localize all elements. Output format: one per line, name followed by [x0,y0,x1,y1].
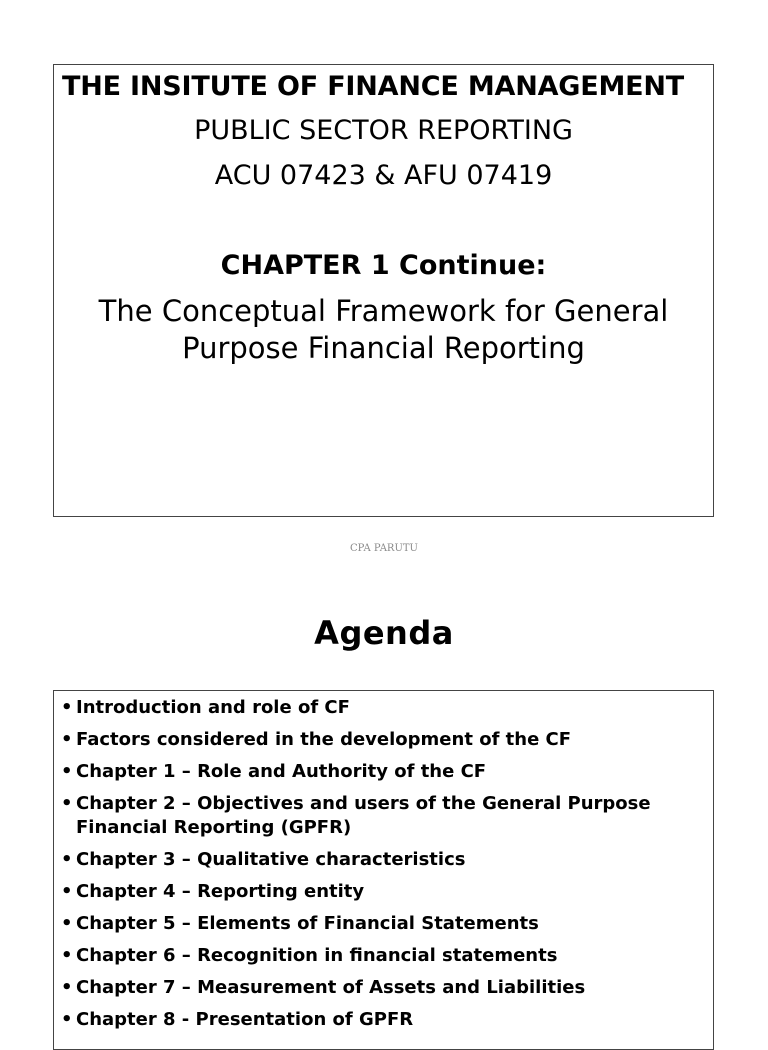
agenda-item [61,944,703,968]
agenda-slide [53,690,714,1050]
agenda-item-text: Chapter 4 – Reporting entity [76,881,365,902]
bullet-icon: • [61,977,73,998]
agenda-item [61,696,703,720]
institute-name: THE INSITUTE OF FINANCE MANAGEMENT [62,71,685,102]
agenda-item-text: Factors considered in the development of the CF [76,729,572,750]
agenda-item [61,728,703,752]
chapter-subtitle-line-1: The Conceptual Framework for General [98,294,669,328]
bullet-icon: • [61,1009,73,1030]
bullet-icon: • [61,849,73,870]
agenda-item [61,912,703,936]
bullet-icon: • [61,697,73,718]
agenda-item-text: Introduction and role of CF [76,697,350,718]
chapter-title: CHAPTER 1 Continue: [220,250,547,281]
agenda-item-text: Chapter 2 – Objectives and users of the General Purpose Financial Reporting (GPFR) [76,793,651,838]
chapter-subtitle-line-2: Purpose Financial Reporting [182,331,585,365]
course-code: ACU 07423 & AFU 07419 [214,160,553,191]
slide-footer-author: CPA PARUTU [350,543,418,554]
bullet-icon: • [61,793,73,814]
bullet-icon: • [61,945,73,966]
agenda-item [61,976,703,1000]
course-name: PUBLIC SECTOR REPORTING [194,115,573,146]
agenda-list [54,691,713,1032]
title-slide [53,64,714,517]
agenda-item [61,848,703,872]
agenda-item-text: Chapter 6 – Recognition in financial statements [76,945,558,966]
agenda-item [61,1008,703,1032]
agenda-item-text: Chapter 1 – Role and Authority of the CF [76,761,487,782]
agenda-item-text: Chapter 3 – Qualitative characteristics [76,849,466,870]
chapter-subtitle [54,293,713,367]
agenda-heading: Agenda [314,614,454,652]
bullet-icon: • [61,913,73,934]
agenda-item [61,760,703,784]
bullet-icon: • [61,729,73,750]
bullet-icon: • [61,761,73,782]
agenda-item [61,792,703,840]
bullet-icon: • [61,881,73,902]
agenda-item [61,880,703,904]
agenda-item-text: Chapter 7 – Measurement of Assets and Liabilities [76,977,586,998]
agenda-item-text: Chapter 8 - Presentation of GPFR [76,1009,414,1030]
agenda-item-text: Chapter 5 – Elements of Financial Statements [76,913,539,934]
